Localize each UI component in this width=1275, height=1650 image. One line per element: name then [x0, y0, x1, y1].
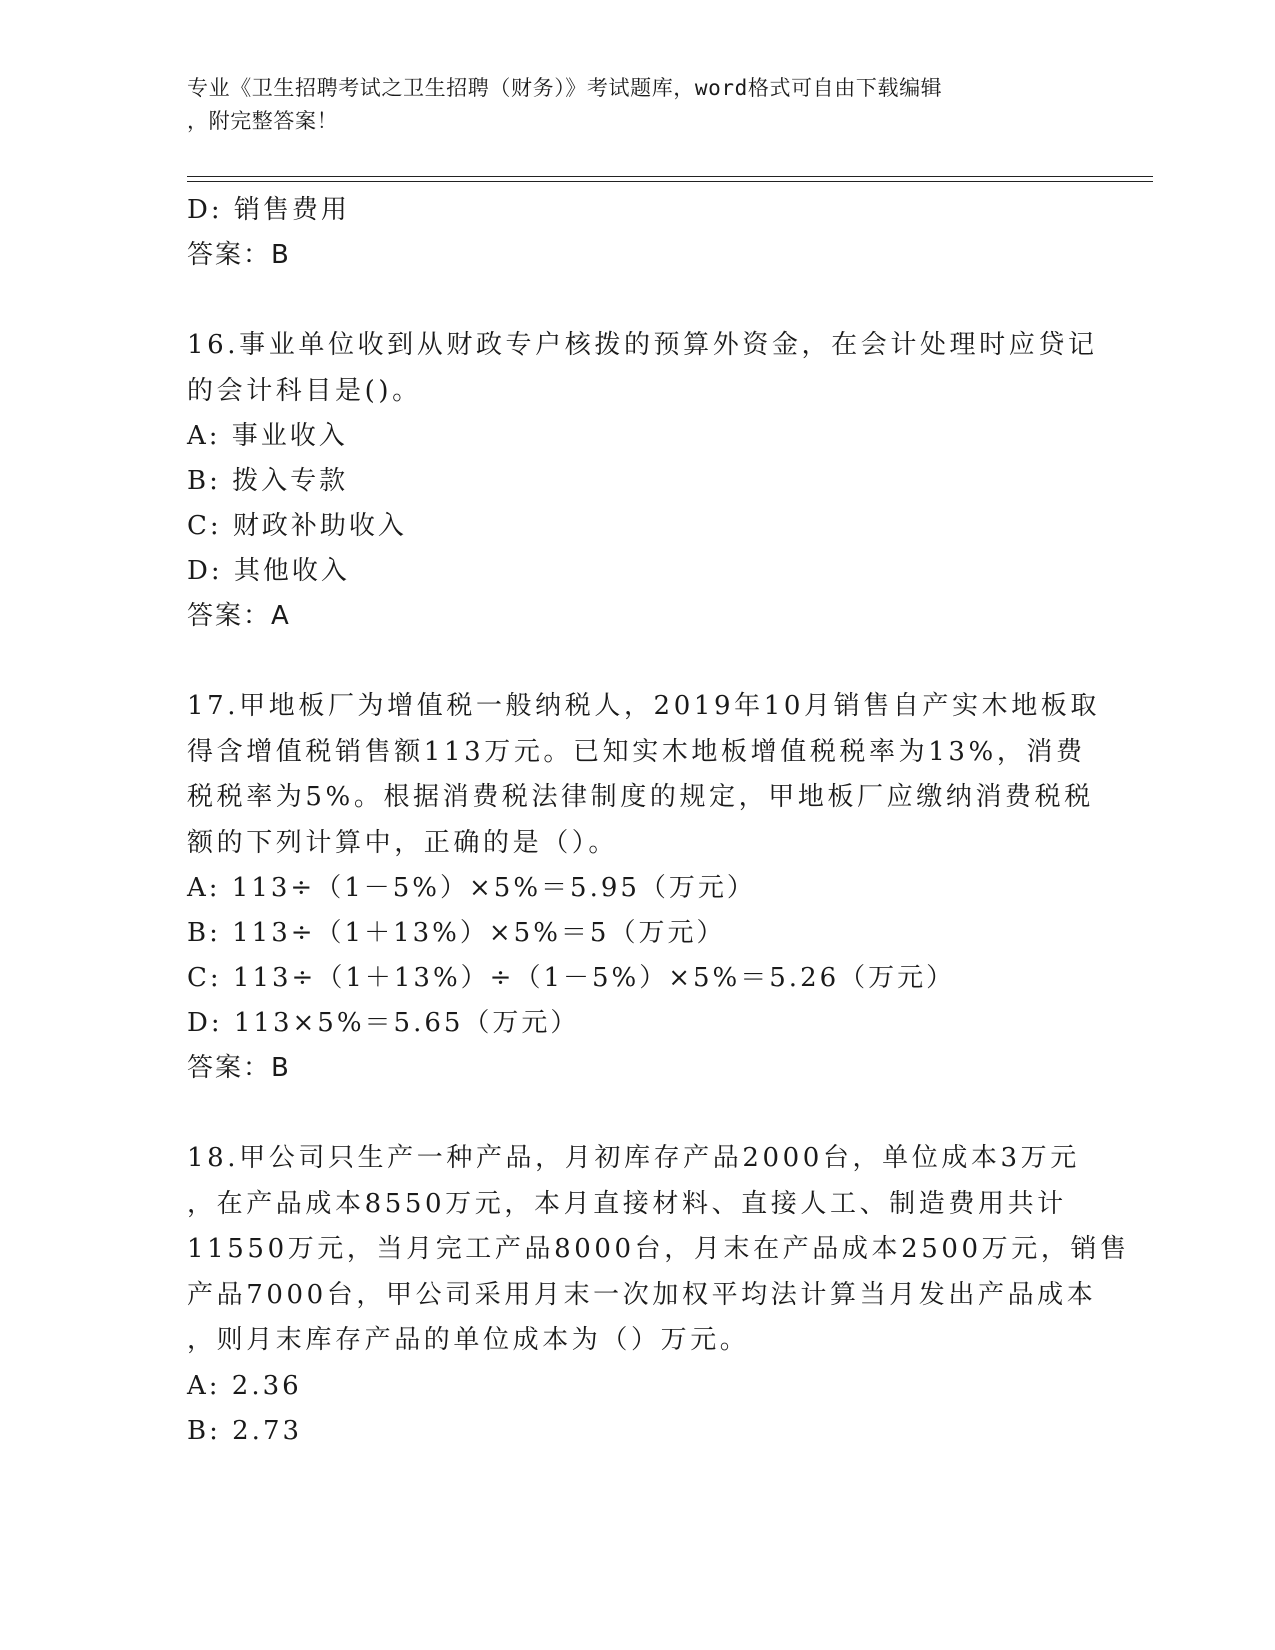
question-text-line: ，则月末库存产品的单位成本为（）万元。 [187, 1325, 750, 1355]
question-16-text [187, 323, 1098, 414]
question-text-line: ，在产品成本8550万元，本月直接材料、直接人工、制造费用共计 [187, 1188, 1067, 1219]
header-divider-top [187, 176, 1153, 177]
question-text-line: 11550万元，当月完工产品8000台，月末在产品成本2500万元，销售 [187, 1234, 1130, 1264]
question-text-line: 的会计科目是()。 [187, 375, 422, 406]
prev-question-answer: 答案：B [187, 240, 291, 270]
question-17 [187, 684, 1101, 1091]
option-b: B: 2.73 [187, 1415, 303, 1446]
option-a: A: 事业收入 [187, 421, 348, 451]
header-line-1: 专业《卫生招聘考试之卫生招聘（财务）》考试题库，word格式可自由下载编辑 [187, 76, 943, 100]
option-b: B: 拨入专款 [187, 466, 349, 496]
question-text-line: 得含增值税销售额113万元。已知实木地板增值税税率为13%，消费 [187, 736, 1086, 767]
question-text-line: 17.甲地板厂为增值税一般纳税人，2019年10月销售自产实木地板取 [187, 691, 1101, 721]
question-16 [187, 323, 1098, 639]
question-text-line: 16.事业单位收到从财政专户核拨的预算外资金，在会计处理时应贷记 [187, 330, 1098, 360]
option-a: A: 113÷（1－5%）×5%＝5.95（万元） [187, 873, 756, 903]
header-divider-bottom [187, 181, 1153, 182]
page-header [187, 72, 1067, 138]
question-text-line: 产品7000台，甲公司采用月末一次加权平均法计算当月发出产品成本 [187, 1279, 1097, 1310]
option-d: D: 其他收入 [187, 556, 350, 586]
option-a: A: 2.36 [187, 1370, 302, 1401]
question-18-text [187, 1136, 1130, 1364]
option-c: C: 113÷（1＋13%）÷（1－5%）×5%＝5.26（万元） [187, 963, 956, 993]
answer: 答案：A [187, 601, 291, 631]
question-text-line: 额的下列计算中，正确的是（）。 [187, 827, 619, 858]
header-line-2: ，附完整答案！ [187, 109, 339, 133]
option-c: C: 财政补助收入 [187, 511, 407, 541]
question-text-line: 18.甲公司只生产一种产品，月初库存产品2000台，单位成本3万元 [187, 1143, 1080, 1173]
option-b: B: 113÷（1＋13%）×5%＝5（万元） [187, 918, 726, 948]
question-17-text [187, 684, 1101, 866]
answer: 答案：B [187, 1053, 291, 1083]
option-d: D: 113×5%＝5.65（万元） [187, 1008, 580, 1038]
question-content [187, 188, 1130, 1454]
question-18 [187, 1136, 1130, 1454]
prev-question-option-d: D: 销售费用 [187, 195, 350, 225]
question-text-line: 税税率为5%。根据消费税法律制度的规定，甲地板厂应缴纳消费税税 [187, 782, 1094, 812]
